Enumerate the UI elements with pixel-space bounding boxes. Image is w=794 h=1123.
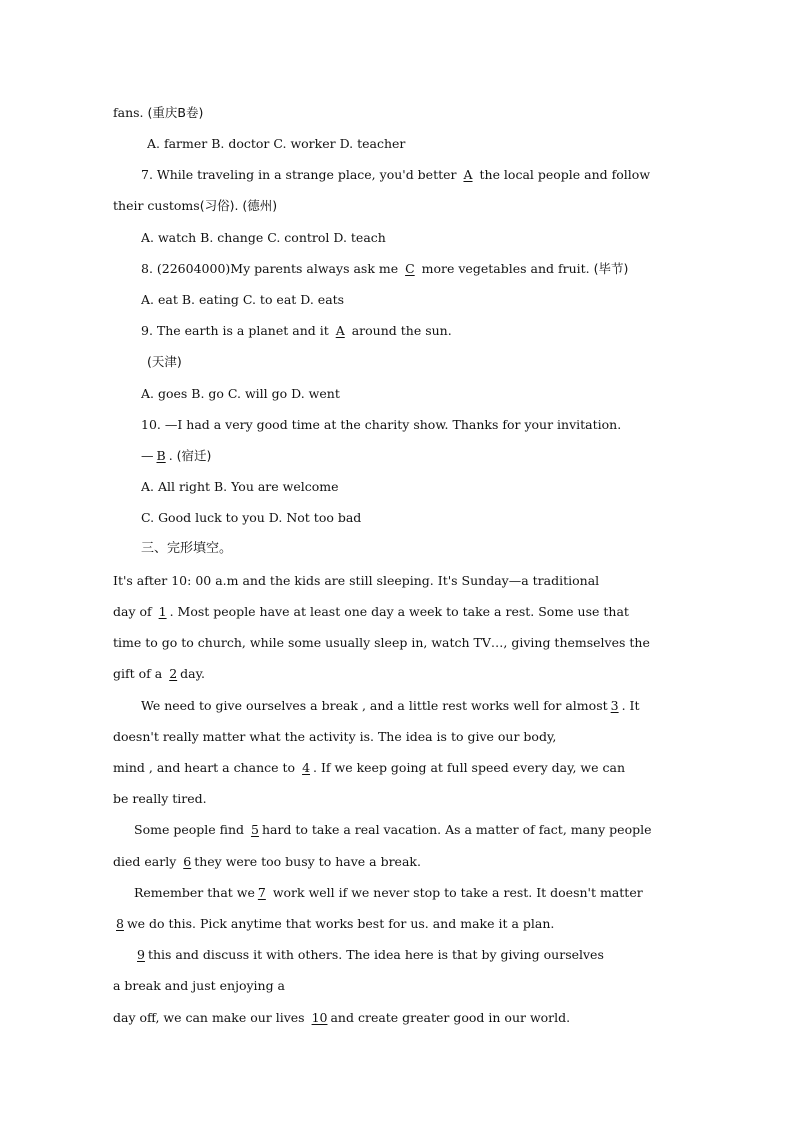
text: the local people and follow — [475, 167, 651, 182]
blank-8: 8 — [116, 916, 124, 931]
source-tag: (习俗). (德州) — [199, 198, 278, 213]
text: 7. While traveling in a strange place, you'd better — [141, 167, 461, 182]
text: their customs — [113, 198, 200, 213]
question-7-options — [141, 230, 711, 246]
section-heading — [141, 541, 711, 557]
text: day of — [113, 604, 156, 619]
text: . It — [621, 698, 640, 713]
blank-4: 4 — [302, 760, 311, 775]
text: this and discuss it with others. The idea here is that by giving ourselves — [147, 947, 604, 962]
blank-10: 10 — [311, 1010, 328, 1025]
options-text: C. Good luck to you D. Not too bad — [141, 510, 362, 525]
question-7 — [141, 167, 711, 183]
text: a break and just enjoying a — [113, 978, 286, 993]
text: gift of a — [113, 666, 167, 681]
source-tag: (宿迁) — [176, 448, 212, 463]
text: hard to take a real vacation. As a matter of fact, many people — [261, 822, 652, 837]
blank-5: 5 — [250, 822, 259, 837]
question-8 — [141, 261, 711, 277]
text: and create greater good in our world. — [330, 1010, 571, 1025]
passage-line — [113, 916, 683, 932]
passage-line — [113, 854, 683, 870]
text: they were too busy to have a break. — [194, 854, 421, 869]
text: fans. — [113, 105, 148, 120]
text: time to go to church, while some usually sleep in, watch TV…, giving themselves the — [113, 635, 650, 650]
text: more vegetables and fruit. — [417, 261, 594, 276]
question-10-options-a — [141, 479, 711, 495]
passage-line — [113, 604, 683, 620]
question-9-options — [141, 386, 711, 402]
text: . Most people have at least one day a week to take a rest. Some use that — [169, 604, 629, 619]
answer-blank: B — [156, 448, 166, 463]
options-text: A. All right B. You are welcome — [141, 479, 339, 494]
question-10 — [141, 417, 711, 433]
text: died early — [113, 854, 181, 869]
passage-line — [113, 791, 683, 807]
passage-line — [134, 822, 704, 838]
question-8-options — [141, 292, 711, 308]
passage-line — [113, 1010, 683, 1026]
passage-line — [113, 635, 683, 651]
blank-6: 6 — [183, 854, 192, 869]
question-6-options — [147, 136, 717, 152]
text: 9. The earth is a planet and it — [141, 323, 333, 338]
question-6-tail — [113, 105, 683, 121]
section-title: 三、完形填空。 — [141, 541, 233, 556]
options-text: A. watch B. change C. control D. teach — [141, 230, 386, 245]
text: Some people find — [134, 822, 248, 837]
options-text: A. farmer B. doctor C. worker D. teacher — [147, 136, 406, 151]
text: We need to give ourselves a break , and a little rest works well for almost — [141, 698, 608, 713]
blank-2: 2 — [169, 666, 178, 681]
text: mind , and heart a chance to — [113, 760, 300, 775]
source-tag: (天津) — [147, 354, 182, 369]
text: day off, we can make our lives — [113, 1010, 309, 1025]
question-7-cont — [113, 198, 683, 214]
passage-line — [113, 666, 683, 682]
options-text: A. goes B. go C. will go D. went — [141, 386, 340, 401]
source-tag: (重庆B卷) — [147, 105, 204, 120]
text: 10. —I had a very good time at the charity show. Thanks for your invitation. — [141, 417, 622, 432]
text: It's after 10: 00 a.m and the kids are still sleeping. It's Sunday—a traditional — [113, 573, 600, 588]
answer-blank: A — [463, 167, 473, 182]
blank-1: 1 — [158, 604, 167, 619]
blank-3: 3 — [610, 698, 619, 713]
text: we do this. Pick anytime that works best for us. and make it a plan. — [126, 916, 555, 931]
passage-line — [113, 760, 683, 776]
text: be really tired. — [113, 791, 207, 806]
text: doesn't really matter what the activity is. The idea is to give our body, — [113, 729, 557, 744]
text: around the sun. — [347, 323, 452, 338]
text: day. — [180, 666, 205, 681]
passage-line — [113, 573, 683, 589]
text: work well if we never stop to take a rest. It doesn't matter — [268, 885, 643, 900]
text: . If we keep going at full speed every day, we can — [313, 760, 625, 775]
text: . — [168, 448, 177, 463]
passage-line — [134, 885, 704, 901]
question-10-response — [141, 448, 711, 464]
question-9-source — [147, 354, 717, 370]
options-text: A. eat B. eating C. to eat D. eats — [141, 292, 345, 307]
passage-line — [113, 729, 683, 745]
text: — — [141, 448, 154, 463]
passage-line — [141, 698, 711, 714]
question-9 — [141, 323, 711, 339]
blank-9: 9 — [137, 947, 145, 962]
passage-line — [113, 978, 683, 994]
answer-blank: A — [335, 323, 345, 338]
passage-line — [134, 947, 704, 963]
text: 8. (22604000)My parents always ask me — [141, 261, 403, 276]
question-10-options-b — [141, 510, 711, 526]
answer-blank: C — [405, 261, 415, 276]
text: Remember that we — [134, 885, 255, 900]
blank-7: 7 — [257, 885, 266, 900]
source-tag: (毕节) — [593, 261, 629, 276]
